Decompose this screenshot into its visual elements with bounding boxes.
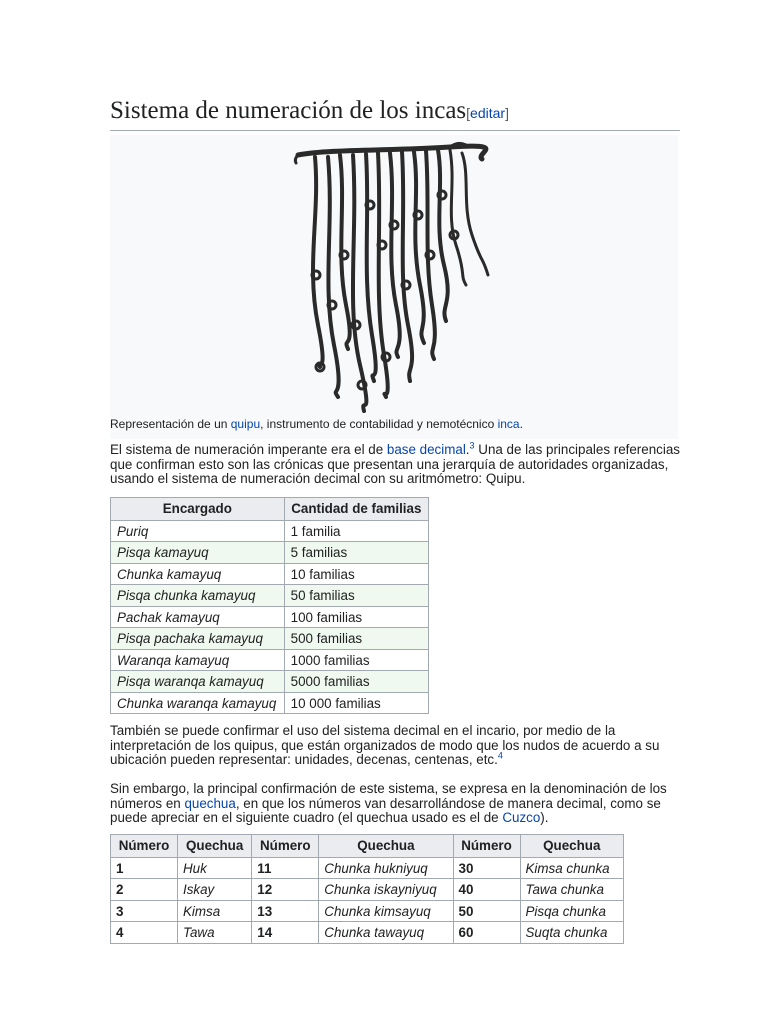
- column-header: Encargado: [111, 497, 285, 520]
- table-cell: Pachak kamayuq: [111, 606, 285, 628]
- table-cell: 3: [111, 900, 178, 922]
- table-cell: 1 familia: [284, 520, 428, 542]
- table-cell: 10 000 familias: [284, 692, 428, 714]
- paragraph-quechua: Sin embargo, la principal confirmación de este sistema, se expresa en la denominación de los números en quechua, en que los números van desarrollándose de manera decimal, como se puede apreciar en el siguiente cuadro (el quechua usado es el de Cuzco).: [110, 781, 667, 826]
- table-row: [111, 671, 429, 693]
- article-section: [110, 96, 680, 944]
- table-row: [111, 585, 429, 607]
- table-cell: Pisqa kamayuq: [111, 542, 285, 564]
- quipu-figure: [110, 135, 678, 439]
- table-cell: Iskay: [178, 879, 252, 901]
- table-cell: 50: [453, 900, 520, 922]
- column-header: Quechua: [178, 834, 252, 857]
- table-cell: Chunka waranqa kamayuq: [111, 692, 285, 714]
- reference-4[interactable]: 4: [497, 751, 503, 761]
- column-header: Quechua: [319, 834, 453, 857]
- column-header: Número: [453, 834, 520, 857]
- table-cell: 4: [111, 922, 178, 944]
- paragraph-decimal-base: El sistema de numeración imperante era el de base decimal.$^3$ Una de las principales referencias que confirman esto son las crónicas que presentan una jerarquía de autoridades organizadas, usando el sistema de numeración decimal con su aritmómetro: Quipu.: [110, 440, 680, 487]
- table-row: [111, 649, 429, 671]
- table-cell: Waranqa kamayuq: [111, 649, 285, 671]
- table-cell: 1000 familias: [284, 649, 428, 671]
- figure-caption: Representación de un quipu, instrumento de contabilidad y nemotécnico inca.: [110, 417, 523, 431]
- paragraph-quipus: También se puede confirmar el uso del sistema decimal en el incario, por medio de la interpretación de los quipus, que están organizados de modo que los nudos de acuerdo a su ubicación pueden representar: unidades, decenas, centenas, etc.$^4$: [110, 723, 660, 768]
- table-cell: Tawa chunka: [520, 879, 624, 901]
- table-cell: 60: [453, 922, 520, 944]
- table-cell: Chunka kimsayuq: [319, 900, 453, 922]
- inca-link[interactable]: inca: [497, 417, 520, 431]
- quechua-link[interactable]: quechua: [184, 795, 236, 811]
- table-row: [111, 857, 624, 879]
- table-cell: 5 familias: [284, 542, 428, 564]
- table-row: [111, 922, 624, 944]
- table-row: [111, 563, 429, 585]
- base-decimal-link[interactable]: base decimal: [386, 442, 466, 457]
- table-cell: 14: [252, 922, 319, 944]
- table-row: [111, 628, 429, 650]
- column-header: Cantidad de familias: [284, 497, 428, 520]
- table-cell: 10 familias: [284, 563, 428, 585]
- table-cell: Kimsa chunka: [520, 857, 624, 879]
- table-cell: 11: [252, 857, 319, 879]
- table-cell: 12: [252, 879, 319, 901]
- table-cell: 1: [111, 857, 178, 879]
- quipu-illustration: [110, 135, 678, 415]
- reference-3[interactable]: 3: [469, 440, 475, 451]
- table-row: [111, 520, 429, 542]
- table-cell: 40: [453, 879, 520, 901]
- table-cell: Kimsa: [178, 900, 252, 922]
- table-cell: 100 familias: [284, 606, 428, 628]
- table-cell: Suqta chunka: [520, 922, 624, 944]
- table-cell: 500 familias: [284, 628, 428, 650]
- table-row: [111, 692, 429, 714]
- edit-link[interactable]: editar: [470, 105, 506, 121]
- table-cell: Pisqa chunka kamayuq: [111, 585, 285, 607]
- table-header-row: [111, 497, 429, 520]
- quechua-numbers-table: [110, 834, 624, 944]
- section-heading: [110, 96, 680, 131]
- table-cell: Puriq: [111, 520, 285, 542]
- table-row: [111, 879, 624, 901]
- table-cell: Pisqa pachaka kamayuq: [111, 628, 285, 650]
- table-row: [111, 606, 429, 628]
- table-cell: Huk: [178, 857, 252, 879]
- edit-section: [editar]: [466, 105, 509, 121]
- table-cell: 50 familias: [284, 585, 428, 607]
- cuzco-link[interactable]: Cuzco: [502, 810, 541, 826]
- section-title: Sistema de numeración de los incas: [110, 97, 467, 124]
- table-row: [111, 900, 624, 922]
- table-cell: 5000 familias: [284, 671, 428, 693]
- table-cell: Tawa: [178, 922, 252, 944]
- table-cell: Chunka hukniyuq: [319, 857, 453, 879]
- authorities-table: [110, 497, 429, 715]
- table-cell: Pisqa waranqa kamayuq: [111, 671, 285, 693]
- quipu-link[interactable]: quipu: [230, 417, 261, 431]
- table-cell: Pisqa chunka: [520, 900, 624, 922]
- table-cell: Chunka iskayniyuq: [319, 879, 453, 901]
- table-cell: 13: [252, 900, 319, 922]
- table-cell: Chunka kamayuq: [111, 563, 285, 585]
- column-header: Número: [111, 834, 178, 857]
- table-header-row: [111, 834, 624, 857]
- column-header: Quechua: [520, 834, 624, 857]
- column-header: Número: [252, 834, 319, 857]
- table-cell: 2: [111, 879, 178, 901]
- table-cell: 30: [453, 857, 520, 879]
- table-row: [111, 542, 429, 564]
- table-cell: Chunka tawayuq: [319, 922, 453, 944]
